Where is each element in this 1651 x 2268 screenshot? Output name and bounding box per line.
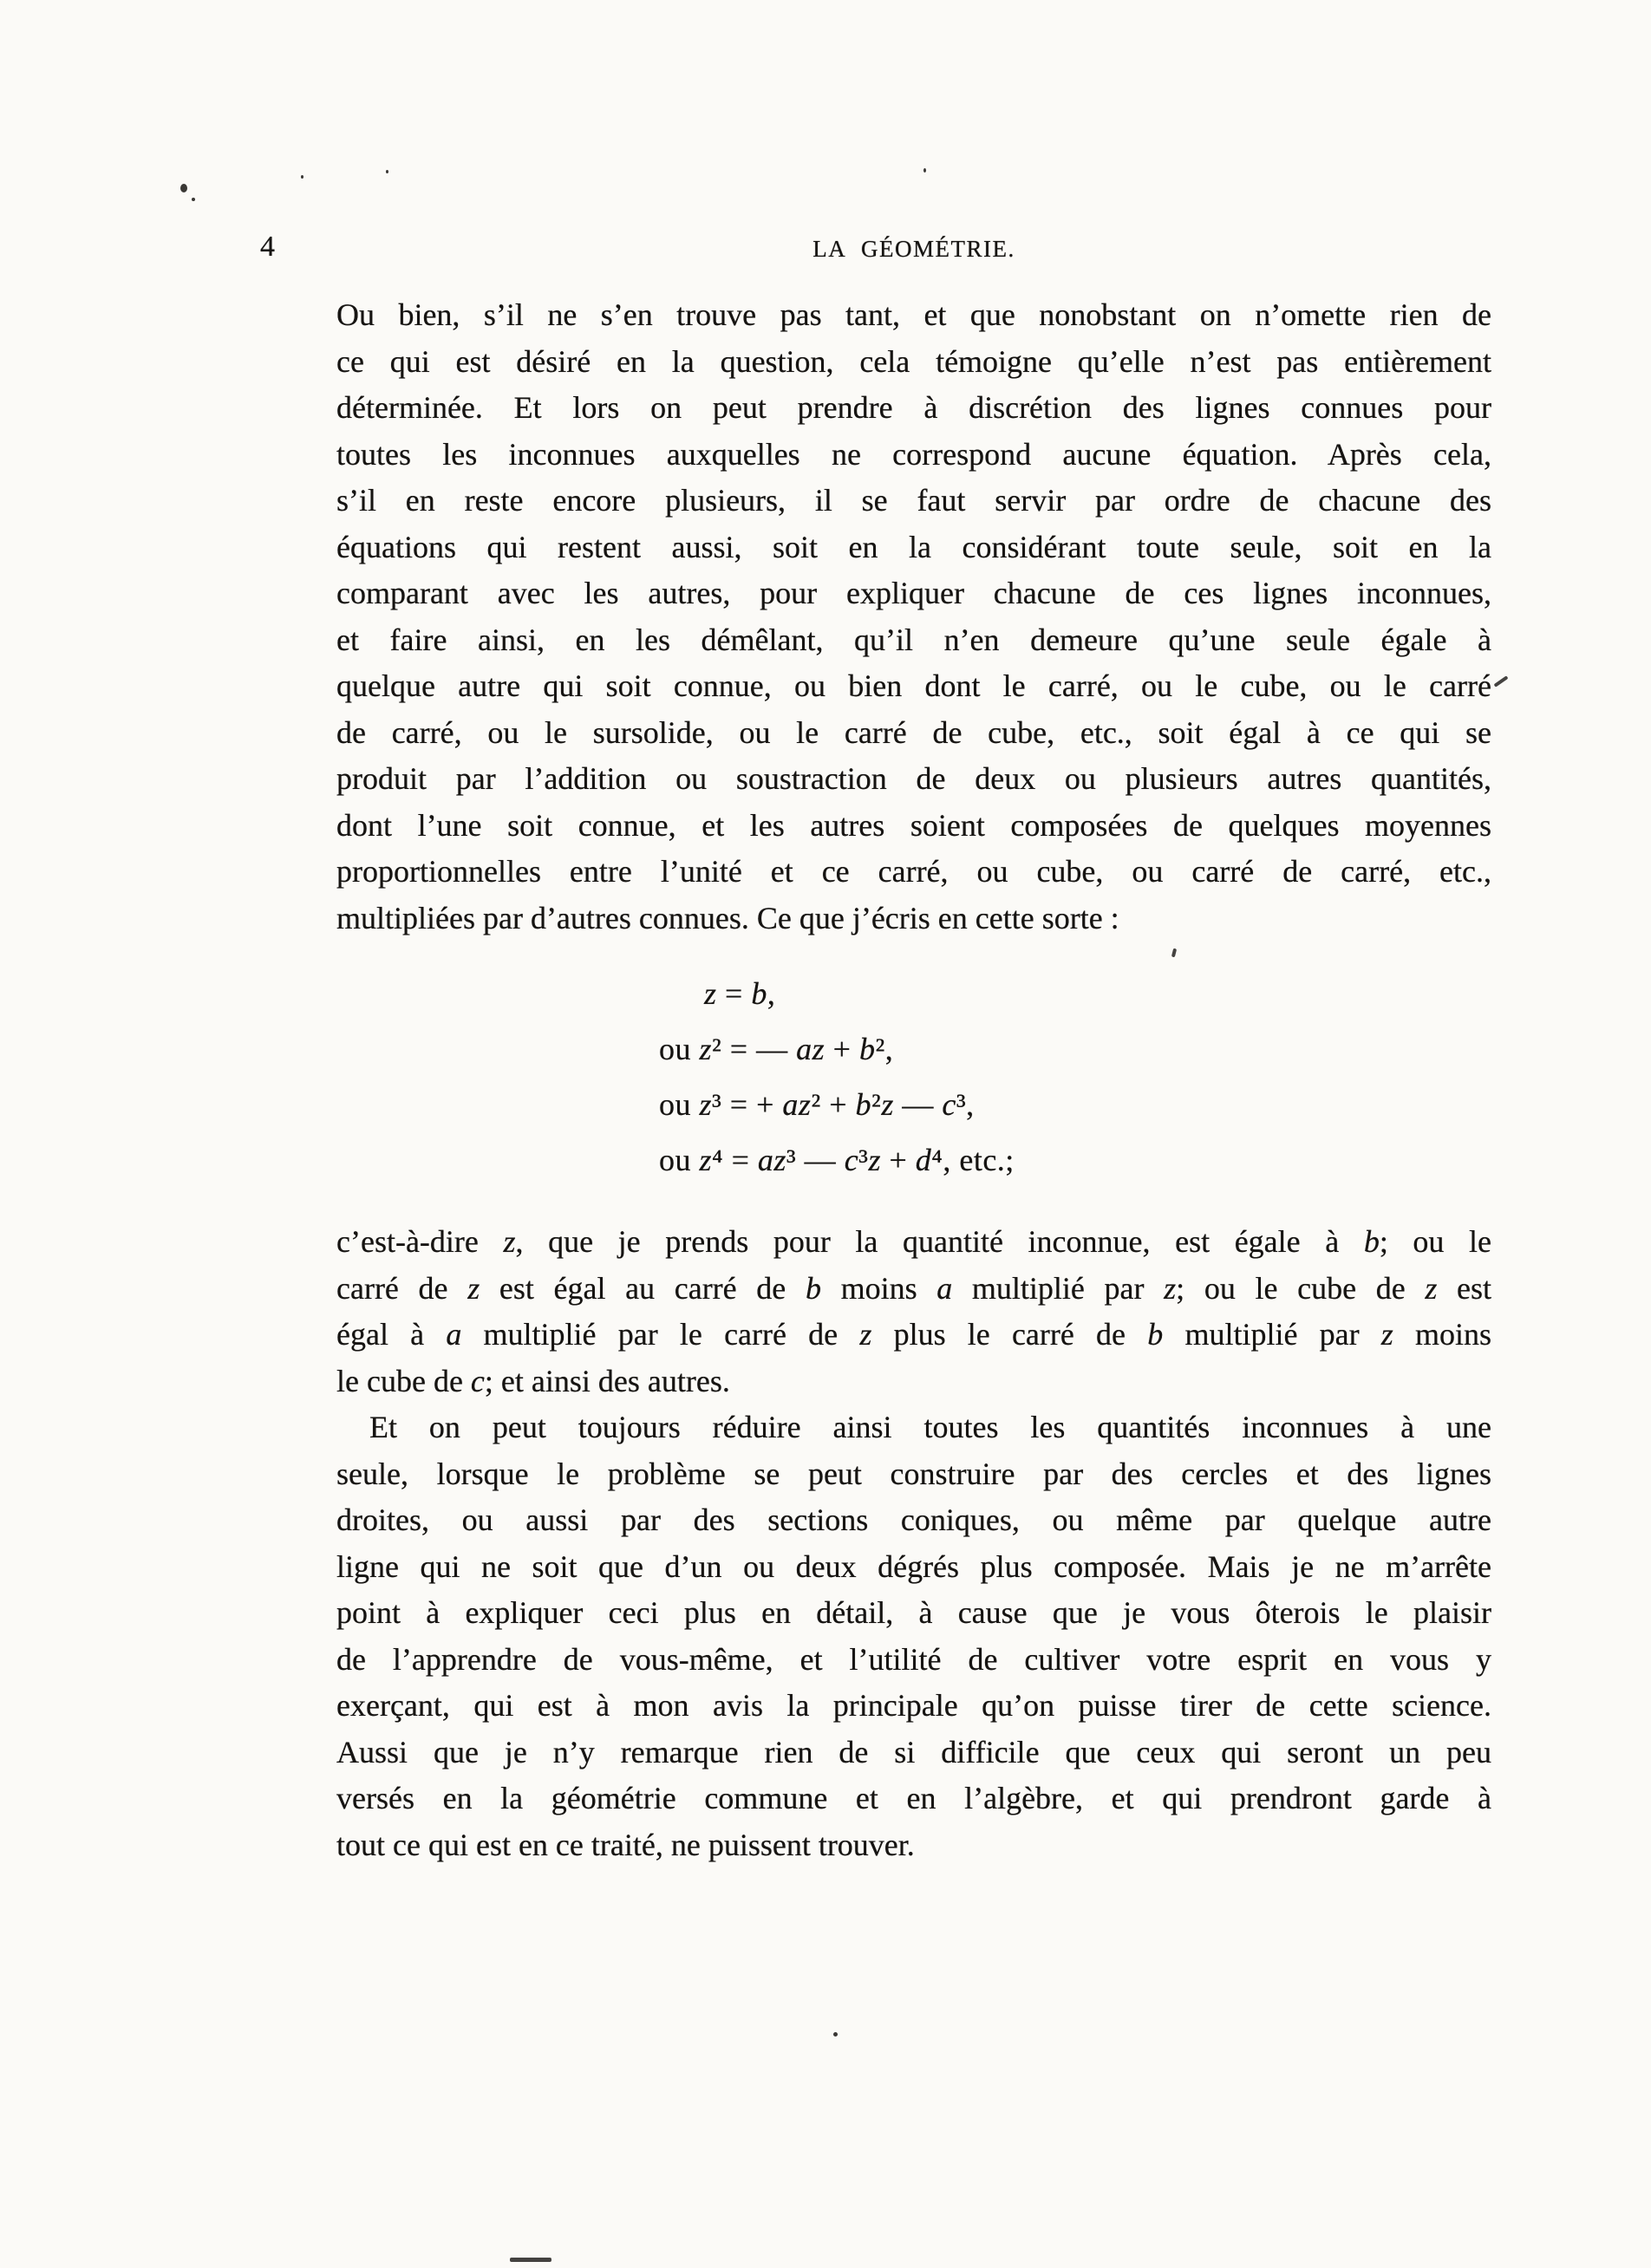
scan-speck (301, 175, 303, 179)
page-number: 4 (260, 231, 275, 263)
text-line: déterminée. Et lors on peut prendre à discrétion des lignes connues pour (336, 390, 1491, 425)
scan-speck (833, 2032, 838, 2037)
text-line: de carré, ou le sursolide, ou le carré de cube, etc., soit égal à ce qui se (336, 714, 1491, 750)
text-line: et faire ainsi, en les démêlant, qu’il n’en demeure qu’une seule égale à (336, 622, 1491, 657)
text-line: exerçant, qui est à mon avis la principale qu’on puisse tirer de cette science. (336, 1688, 1491, 1723)
text-line: Aussi que je n’y remarque rien de si difficile que ceux qui seront un peu (336, 1734, 1491, 1769)
text-line: seule, lorsque le problème se peut construire par des cercles et des lignes (336, 1456, 1491, 1491)
text-line: ou z³ = + az² + b²z — c³, (659, 1087, 975, 1122)
text-line: point à expliquer ceci plus en détail, à cause que je vous ôterois le plaisir (336, 1595, 1491, 1630)
text-line: comparant avec les autres, pour expliquer chacune de ces lignes inconnues, (336, 576, 1491, 610)
text-line: le cube de c; et ainsi des autres. (336, 1363, 730, 1398)
text-line: ou z² = — az + b², (659, 1032, 894, 1066)
text-line: droites, ou aussi par des sections coniques, ou même par quelque autre (336, 1502, 1491, 1537)
text-line: proportionnelles entre l’unité et ce carré, ou cube, ou carré de carré, etc., (336, 854, 1491, 889)
text-line: versés en la géométrie commune et en l’algèbre, et qui prendront garde à (336, 1781, 1491, 1815)
text-line: équations qui restent aussi, soit en la considérant toute seule, soit en la (336, 529, 1491, 564)
scan-speck (180, 184, 187, 192)
text-line: tout ce qui est en ce traité, ne puissent trouver. (336, 1827, 915, 1862)
text-line: multipliées par d’autres connues. Ce que j’écris en cette sorte : (336, 900, 1119, 935)
paragraph-1 (336, 292, 1491, 942)
text-line: ligne qui ne soit que d’un ou deux dégrés plus composée. Mais je ne m’arrête (336, 1548, 1491, 1584)
text-line: z = b, (704, 976, 776, 1011)
text-line: Et on peut toujours réduire ainsi toutes les quantités inconnues à une (369, 1410, 1491, 1444)
text-line: s’il en reste encore plusieurs, il se faut servir par ordre de chacune des (336, 483, 1491, 518)
text-line: toutes les inconnues auxquelles ne correspond aucune équation. Après cela, (336, 436, 1491, 472)
paragraph-3 (336, 1404, 1491, 1868)
text-line: égal à a multiplié par le carré de z plus le carré de b multiplié par z moins (336, 1317, 1492, 1352)
scan-speck (386, 170, 388, 173)
text-line: produit par l’addition ou soustraction de deux ou plusieurs autres quantités, (336, 761, 1491, 796)
text-line: carré de z est égal au carré de b moins a multiplié par z; ou le cube de z est (336, 1270, 1491, 1306)
text-line: dont l’une soit connue, et les autres soient composées de quelques moyennes (336, 807, 1491, 843)
text-line: quelque autre qui soit connue, ou bien dont le carré, ou le cube, ou le carré (336, 668, 1491, 703)
text-line: ou z⁴ = az³ — c³z + d⁴, etc.; (659, 1143, 1015, 1177)
text-line: ce qui est désiré en la question, cela témoigne qu’elle n’est pas entièrement (336, 343, 1491, 379)
text-line: de l’apprendre de vous-même, et l’utilité de cultiver votre esprit en vous y (336, 1641, 1491, 1677)
scan-speck (923, 168, 926, 173)
scan-edge-mark (510, 2258, 551, 2262)
scan-mark (1493, 675, 1508, 688)
running-title: LA GÉOMÉTRIE. (812, 236, 1015, 262)
scan-speck (192, 198, 195, 201)
text-line: c’est-à-dire z, que je prends pour la quantité inconnue, est égale à b; ou le (336, 1224, 1492, 1259)
paragraph-2 (336, 1219, 1491, 1404)
equation-block (659, 966, 1491, 1188)
text-line: Ou bien, s’il ne s’en trouve pas tant, et que nonobstant on n’omette rien de (336, 297, 1491, 332)
text-block (336, 292, 1491, 1868)
